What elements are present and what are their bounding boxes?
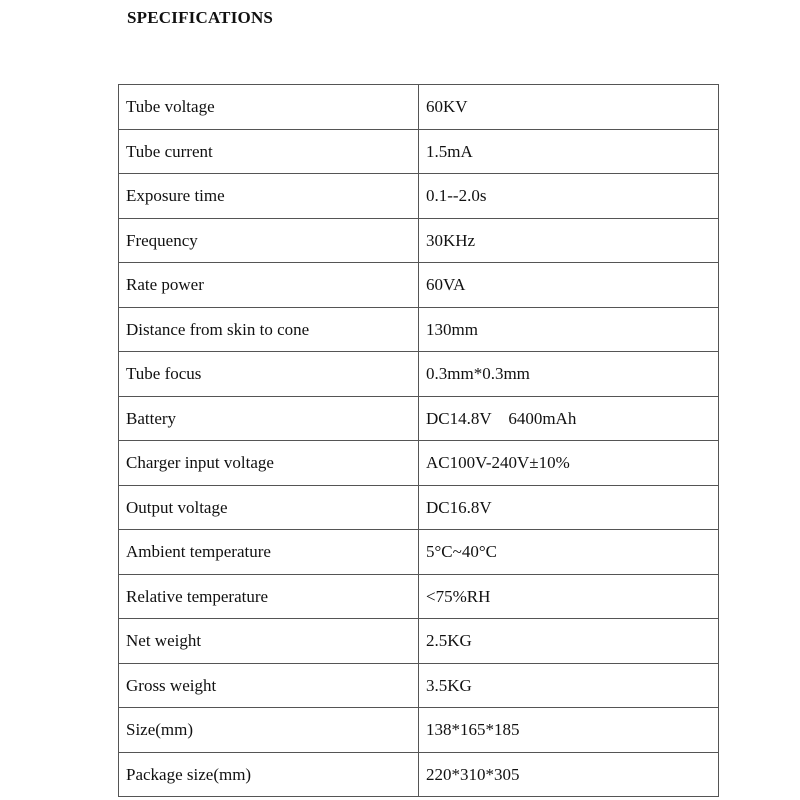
table-row [119,619,719,664]
table-row [119,530,719,575]
table-row [119,708,719,753]
spec-value-battery: DC14.8V 6400mAh [419,396,719,441]
specifications-table [118,84,719,797]
spec-value-distance-skin-to-cone: 130mm [419,307,719,352]
spec-value-rate-power: 60VA [419,263,719,308]
table-row [119,352,719,397]
spec-value-relative-temperature: <75%RH [419,574,719,619]
spec-label-ambient-temperature: Ambient temperature [119,530,419,575]
spec-value-output-voltage: DC16.8V [419,485,719,530]
spec-label-gross-weight: Gross weight [119,663,419,708]
table-row [119,174,719,219]
table-row [119,396,719,441]
spec-label-tube-current: Tube current [119,129,419,174]
spec-label-exposure-time: Exposure time [119,174,419,219]
spec-value-exposure-time: 0.1--2.0s [419,174,719,219]
spec-label-frequency: Frequency [119,218,419,263]
table-row [119,307,719,352]
spec-value-package-size: 220*310*305 [419,752,719,797]
spec-label-tube-voltage: Tube voltage [119,85,419,130]
table-row [119,663,719,708]
spec-value-net-weight: 2.5KG [419,619,719,664]
spec-label-net-weight: Net weight [119,619,419,664]
spec-label-tube-focus: Tube focus [119,352,419,397]
spec-value-tube-voltage: 60KV [419,85,719,130]
spec-value-tube-current: 1.5mA [419,129,719,174]
spec-value-charger-input-voltage: AC100V-240V±10% [419,441,719,486]
spec-label-rate-power: Rate power [119,263,419,308]
page-title: SPECIFICATIONS [127,8,274,27]
spec-label-relative-temperature: Relative temperature [119,574,419,619]
spec-label-distance-skin-to-cone: Distance from skin to cone [119,307,419,352]
table-row [119,485,719,530]
spec-value-frequency: 30KHz [419,218,719,263]
table-row [119,441,719,486]
spec-label-package-size: Package size(mm) [119,752,419,797]
spec-label-charger-input-voltage: Charger input voltage [119,441,419,486]
spec-label-output-voltage: Output voltage [119,485,419,530]
table-row [119,129,719,174]
spec-label-battery: Battery [119,396,419,441]
spec-value-size: 138*165*185 [419,708,719,753]
spec-label-size: Size(mm) [119,708,419,753]
table-row [119,263,719,308]
spec-value-tube-focus: 0.3mm*0.3mm [419,352,719,397]
table-row [119,574,719,619]
spec-value-gross-weight: 3.5KG [419,663,719,708]
table-row [119,752,719,797]
table-row [119,218,719,263]
spec-value-ambient-temperature: 5°C~40°C [419,530,719,575]
table-row [119,85,719,130]
